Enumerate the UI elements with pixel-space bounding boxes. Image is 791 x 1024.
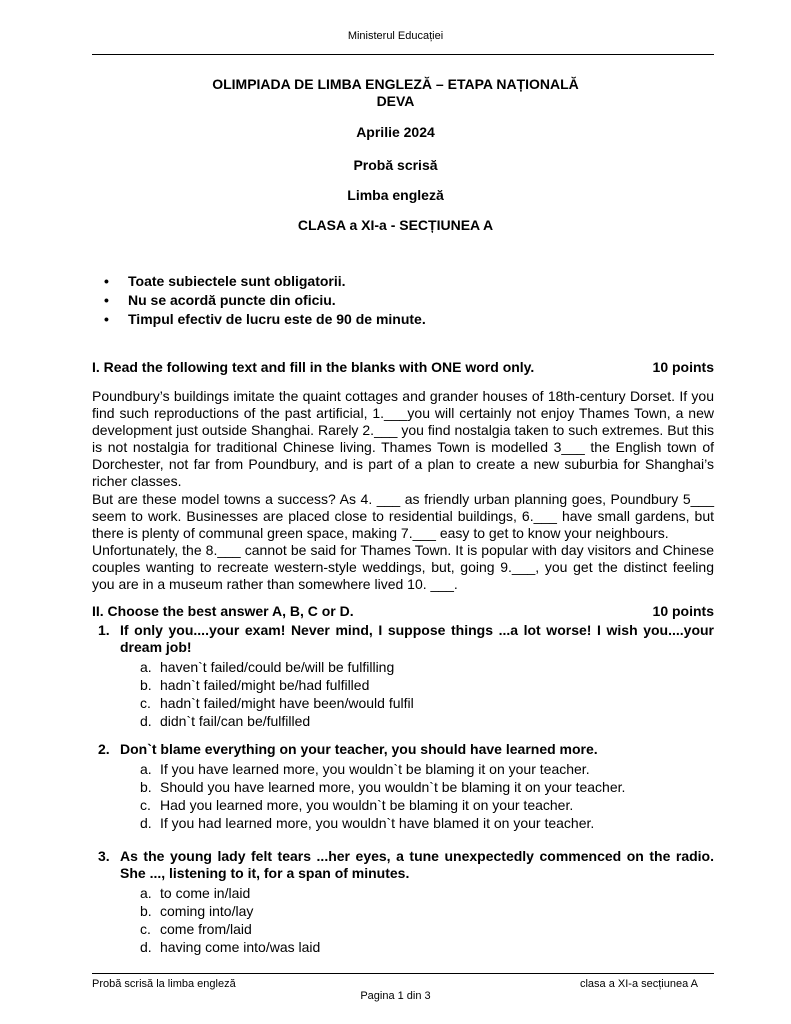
section-2-points: 10 points	[652, 603, 714, 619]
page-header: Ministerul Educației	[347, 30, 444, 42]
answer-option: c. Had you learned more, you wouldn`t be blaming it on your teacher.	[140, 797, 574, 813]
answer-options	[92, 760, 714, 832]
answer-option: c. hadn`t failed/might have been/would fulfil	[140, 695, 414, 711]
header-divider	[92, 54, 714, 55]
exam-class: CLASA a XI-a - SECȚIUNEA A	[297, 217, 494, 233]
section-1-points: 10 points	[652, 359, 714, 375]
question-stem: 2. Don`t blame everything on your teacher, you should have learned more.	[98, 741, 598, 757]
rules-list	[100, 272, 426, 329]
section-1-title: I. Read the following text and fill in the blanks with ONE word only.	[92, 359, 535, 375]
answer-option: a. to come in/laid	[140, 885, 251, 901]
answer-options	[92, 884, 714, 956]
question-3	[92, 848, 714, 956]
answer-option: d. didn`t fail/can be/fulfilled	[140, 713, 311, 729]
paragraph: But are these model towns a success? As 4. ___ as friendly urban planning goes, Poundbury 5___ seem to work. Businesses are placed close to residential buildings, 6.___ have small gardens, but there is plenty of communal green space, making 7.___ easy to get to know your neighbours.	[92, 490, 714, 541]
section-2-heading	[92, 603, 714, 619]
answer-option: a. If you have learned more, you wouldn`t be blaming it on your teacher.	[140, 761, 590, 777]
section-2-title: II. Choose the best answer A, B, C or D.	[92, 603, 354, 619]
question-1	[92, 622, 714, 730]
answer-option: b. Should you have learned more, you wouldn`t be blaming it on your teacher.	[140, 779, 626, 795]
answer-option: b. coming into/lay	[140, 903, 254, 919]
paragraph: Unfortunately, the 8.___ cannot be said for Thames Town. It is popular with day visitors and Chinese couples wanting to recreate western-style weddings, but, going 9.___, you get the distinct feeling you are in a museum rather than somewhere lived 10. ___.	[92, 541, 714, 593]
answer-option: d. having come into/was laid	[140, 939, 321, 955]
answer-option: a. haven`t failed/could be/will be fulfilling	[140, 659, 395, 675]
question-stem: 1. If only you....your exam! Never mind, I suppose things ...a lot worse! I wish you....your dream job!	[98, 622, 714, 655]
exam-type: Probă scrisă	[353, 157, 438, 173]
rule-item: • Nu se acordă puncte din oficiu.	[100, 291, 426, 310]
footer-divider	[92, 973, 714, 974]
question-2	[92, 741, 714, 832]
title-line-2: DEVA	[376, 93, 415, 109]
rule-item: • Toate subiectele sunt obligatorii.	[100, 272, 426, 291]
title-line-1: OLIMPIADA DE LIMBA ENGLEZĂ – ETAPA NAȚIONALĂ	[212, 76, 579, 92]
answer-options	[92, 658, 714, 730]
page-number: Pagina 1 din 3	[360, 990, 431, 1002]
answer-option: d. If you had learned more, you wouldn`t have blamed it on your teacher.	[140, 815, 595, 831]
answer-option: b. hadn`t failed/might be/had fulfilled	[140, 677, 370, 693]
exam-date: Aprilie 2024	[356, 124, 435, 140]
exam-subject: Limba engleză	[347, 187, 444, 203]
question-stem: 3. As the young lady felt tears ...her eyes, a tune unexpectedly commenced on the radio. She ..., listening to it, for a span of minutes.	[98, 848, 714, 881]
section-1-text	[92, 388, 714, 593]
section-1-heading	[92, 359, 714, 375]
footer-right: clasa a XI-a secțiunea A	[579, 978, 698, 990]
rule-item: • Timpul efectiv de lucru este de 90 de minute.	[100, 310, 426, 329]
footer-left: Probă scrisă la limba engleză	[92, 978, 236, 990]
page-footer	[92, 978, 714, 990]
paragraph: Poundbury’s buildings imitate the quaint cottages and grander houses of 18th-century Dorset. If you find such reproductions of the past artificial, 1.___you will certainly not enjoy Thames Town, a new development just outside Shanghai. Rarely 2.___ you find nostalgia taken to such extremes. But this is not nostalgia for traditional Chinese living. Thames Town is modelled 3___ the English town of Dorchester, not far from Poundbury, and is part of a plan to create a new suburbia for Shanghai’s richer classes.	[92, 388, 714, 490]
answer-option: c. come from/laid	[140, 921, 252, 937]
